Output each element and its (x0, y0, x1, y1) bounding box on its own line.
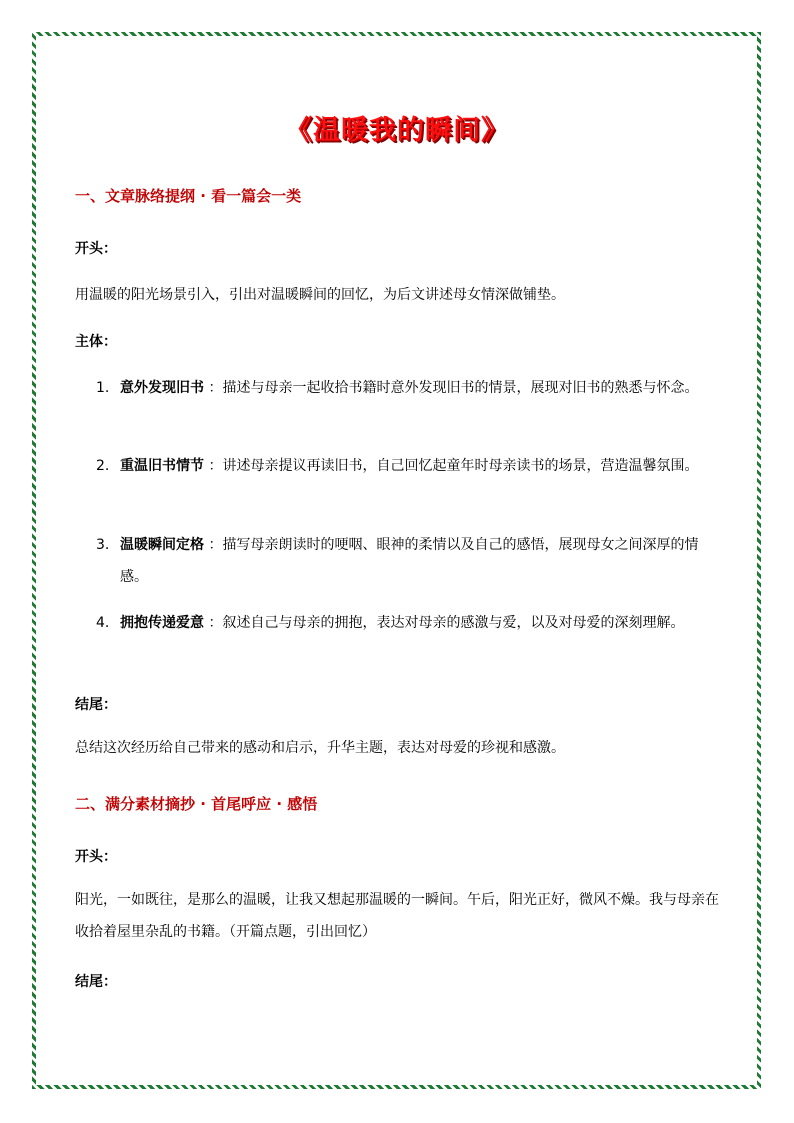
opening-text: 用温暖的阳光场景引入，引出对温暖瞬间的回忆，为后文讲述母女情深做铺垫。 (75, 287, 565, 303)
list-item-term: 温暖瞬间定格 (120, 537, 204, 553)
list-item (96, 529, 723, 593)
list-item-description: 讲述母亲提议再读旧书，自己回忆起童年时母亲读书的场景，营造温馨氛围。 (222, 458, 699, 474)
list-item-number: 1. (96, 380, 110, 396)
ending-label: 结尾： (75, 697, 117, 713)
list-item-description: 叙述自己与母亲的拥抱，表达对母亲的感激与爱，以及对母爱的深刻理解。 (222, 615, 685, 631)
list-item (96, 450, 723, 482)
opening-label: 开头： (75, 241, 117, 257)
document-title: 《温暖我的瞬间》 (285, 115, 509, 146)
list-item (96, 607, 723, 639)
section-heading-outline: 一、文章脉络提纲 · 看一篇会一类 (75, 187, 302, 205)
opening-label: 开头： (75, 849, 117, 865)
opening-excerpt-text: 阳光，一如既往，是那么的温暖，让我又想起那温暖的一瞬间。午后，阳光正好，微风不燥。我与母亲在收拾着屋里杂乱的书籍。（开篇点题，引出回忆） (75, 892, 719, 940)
section-heading-excerpts: 二、满分素材摘抄 · 首尾呼应 · 感悟 (75, 795, 318, 813)
list-item (96, 372, 723, 404)
list-item-term: 重温旧书情节 (120, 458, 204, 474)
list-item-separator: ： (204, 380, 223, 396)
list-item-term: 拥抱传递爱意 (120, 615, 204, 631)
ending-text: 总结这次经历给自己带来的感动和启示，升华主题，表达对母爱的珍视和感激。 (75, 740, 565, 756)
list-item-separator: ： (204, 615, 223, 631)
list-item-separator: ： (204, 458, 223, 474)
list-item-number: 4. (96, 615, 110, 631)
list-item-number: 2. (96, 458, 110, 474)
list-item-description: 描写母亲朗读时的哽咽、眼神的柔情以及自己的感悟，展现母女之间深厚的情感。 (120, 537, 699, 585)
list-item-separator: ： (204, 537, 223, 553)
list-item-number: 3. (96, 537, 110, 553)
list-item-description: 描述与母亲一起收拾书籍时意外发现旧书的情景，展现对旧书的熟悉与怀念。 (222, 380, 699, 396)
list-item-term: 意外发现旧书 (120, 380, 204, 396)
body-label: 主体： (75, 334, 117, 350)
ending-label: 结尾： (75, 974, 117, 990)
